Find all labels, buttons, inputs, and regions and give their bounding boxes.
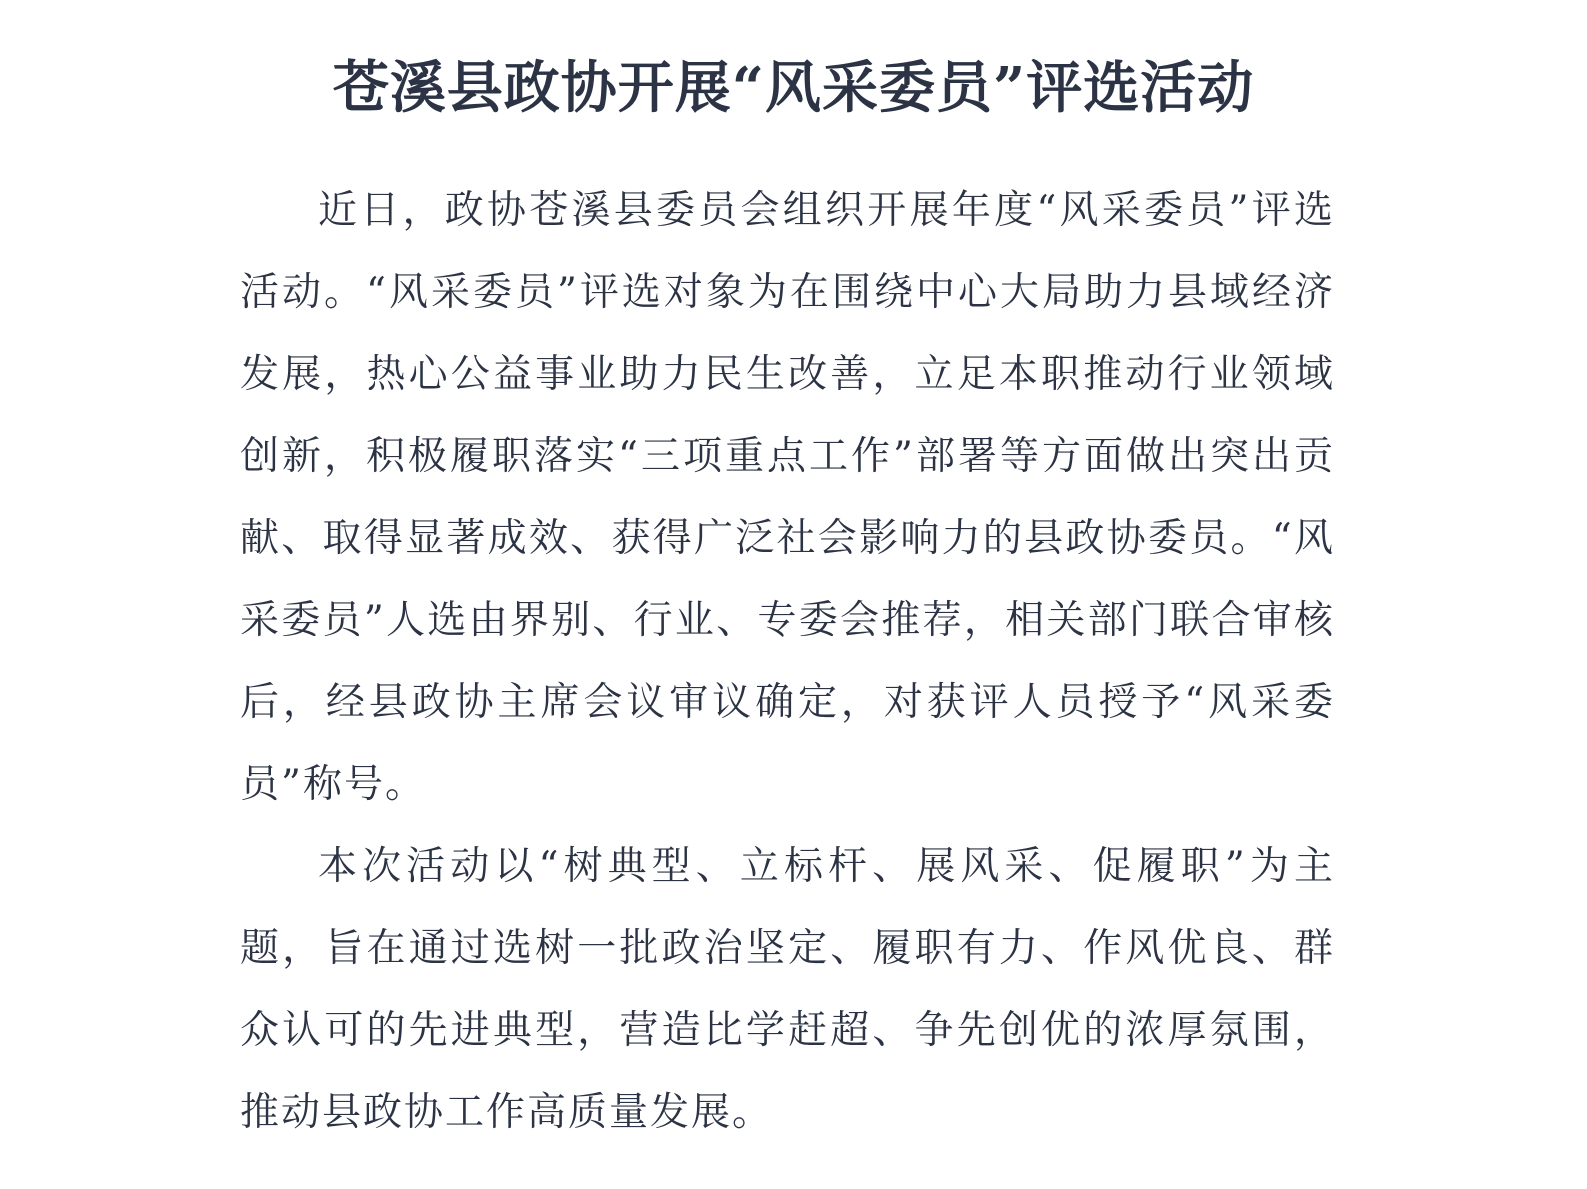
article-body [240, 170, 1335, 1154]
article-paragraph-2: 本次活动以“树典型、立标杆、展风采、促履职”为主题，旨在通过选树一批政治坚定、履职有力、作风优良、群众认可的先进典型，营造比学赶超、争先创优的浓厚氛围，推动县政协工作高质量发展。 [240, 844, 1335, 1135]
article-title: 苍溪县政协开展“风采委员”评选活动 [332, 54, 1255, 121]
article-paragraph-1: 近日，政协苍溪县委员会组织开展年度“风采委员”评选活动。“风采委员”评选对象为在围绕中心大局助力县域经济发展，热心公益事业助力民生改善，立足本职推动行业领域创新，积极履职落实“三项重点工作”部署等方面做出突出贡献、取得显著成效、获得广泛社会影响力的县政协委员。“风采委员”人选由界别、行业、专委会推荐，相关部门联合审核后，经县政协主席会议审议确定，对获评人员授予“风采委员”称号。 [240, 188, 1335, 807]
